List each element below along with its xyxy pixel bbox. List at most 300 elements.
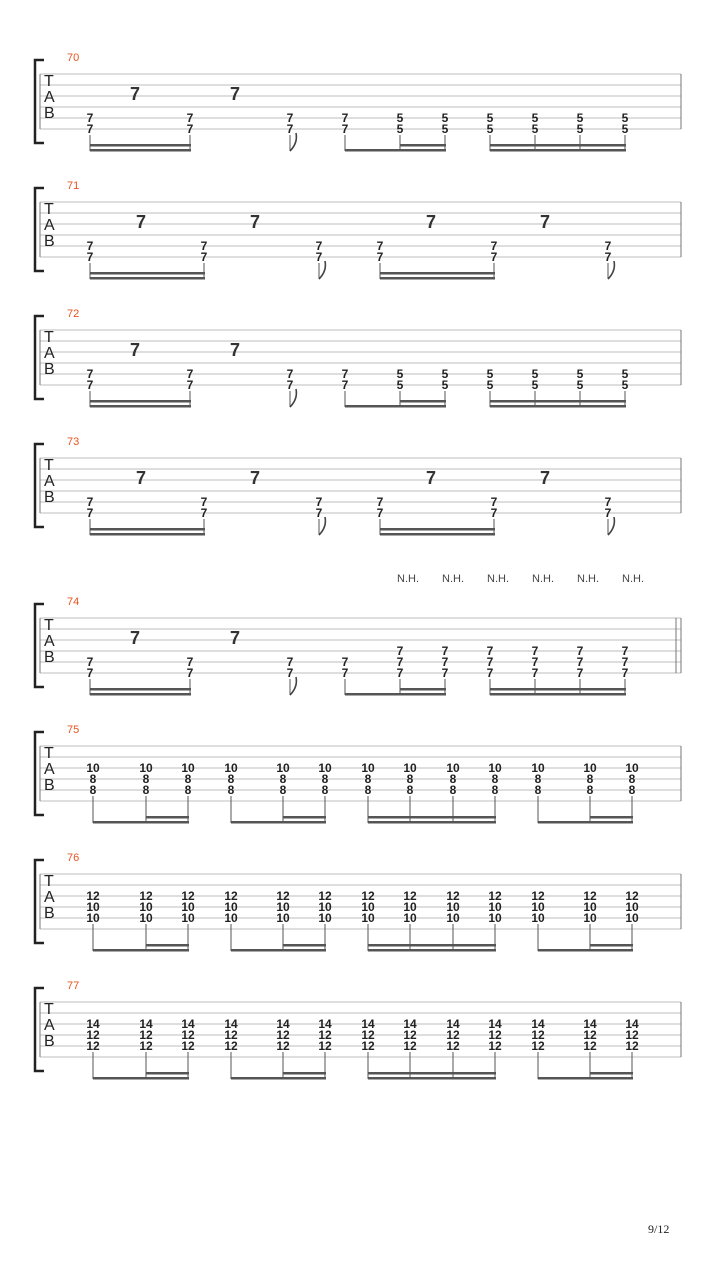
fret-number: 10: [318, 761, 332, 775]
fret-number: 7: [186, 122, 194, 136]
fret-number: 7: [86, 111, 94, 125]
tab-clef-letter: T: [44, 457, 54, 474]
beam: [90, 149, 191, 152]
beam: [146, 949, 189, 952]
fret-number: 10: [583, 911, 597, 925]
measure-number: 73: [67, 436, 80, 448]
measure-number: 74: [67, 596, 80, 608]
fret-number: 8: [89, 772, 97, 786]
tab-clef-letter: T: [44, 1001, 54, 1018]
fret-number: 7: [604, 239, 612, 253]
beam: [380, 528, 495, 531]
beam: [590, 944, 633, 947]
fret-number: 7: [186, 378, 194, 392]
beam: [590, 1077, 633, 1080]
fret-number: 10: [224, 911, 238, 925]
fret-number: 7: [604, 250, 612, 264]
fret-number: 8: [279, 783, 287, 797]
fret-number: 12: [625, 889, 639, 903]
tab-clef-letter: A: [44, 345, 55, 362]
natural-harmonic-label: N.H.: [442, 573, 464, 585]
natural-harmonic-label: N.H.: [622, 573, 644, 585]
fret-number: 7: [286, 122, 294, 136]
fret-number: 7: [200, 495, 208, 509]
tab-clef-letter: A: [44, 89, 55, 106]
eighth-rest: 7: [229, 340, 241, 360]
eighth-rest: 7: [249, 468, 261, 488]
fret-number: 7: [531, 644, 539, 658]
fret-number: 8: [449, 772, 457, 786]
fret-number: 12: [276, 889, 290, 903]
fret-number: 5: [621, 378, 629, 392]
beam: [400, 144, 446, 147]
natural-harmonic-label: N.H.: [487, 573, 509, 585]
fret-number: 5: [531, 378, 539, 392]
fret-number: 8: [534, 783, 542, 797]
fret-number: 10: [224, 761, 238, 775]
eighth-rest: 7: [129, 628, 141, 648]
fret-number: 10: [446, 761, 460, 775]
fret-number: 7: [341, 111, 349, 125]
fret-number: 14: [488, 1017, 502, 1031]
tab-clef-letter: A: [44, 889, 55, 906]
beam: [90, 400, 191, 403]
fret-number: 14: [139, 1017, 153, 1031]
fret-number: 7: [315, 239, 323, 253]
fret-number: 12: [361, 1039, 375, 1053]
fret-number: 7: [86, 367, 94, 381]
fret-number: 14: [531, 1017, 545, 1031]
fret-number: 10: [139, 761, 153, 775]
fret-number: 7: [490, 239, 498, 253]
fret-number: 14: [276, 1017, 290, 1031]
fret-number: 12: [86, 889, 100, 903]
fret-number: 7: [621, 644, 629, 658]
fret-number: 7: [490, 250, 498, 264]
beam: [368, 1072, 496, 1075]
fret-number: 10: [446, 900, 460, 914]
beam: [490, 693, 626, 696]
fret-number: 7: [86, 495, 94, 509]
fret-number: 12: [625, 1039, 639, 1053]
fret-number: 8: [406, 772, 414, 786]
tab-clef-letter: A: [44, 473, 55, 490]
fret-number: 10: [181, 911, 195, 925]
fret-number: 10: [531, 911, 545, 925]
fret-number: 12: [181, 1028, 195, 1042]
beam: [538, 1077, 591, 1080]
fret-number: 10: [224, 900, 238, 914]
fret-number: 7: [376, 506, 384, 520]
fret-number: 7: [315, 495, 323, 509]
fret-number: 5: [396, 378, 404, 392]
fret-number: 12: [531, 889, 545, 903]
fret-number: 10: [318, 900, 332, 914]
fret-number: 5: [486, 111, 494, 125]
fret-number: 5: [576, 122, 584, 136]
beam: [283, 949, 326, 952]
beam: [283, 821, 326, 824]
tab-clef-letter: B: [44, 649, 55, 666]
fret-number: 12: [488, 1039, 502, 1053]
beam: [90, 533, 205, 536]
beam: [231, 1077, 284, 1080]
measure-number: 71: [67, 180, 80, 192]
fret-number: 7: [576, 655, 584, 669]
fret-number: 7: [576, 644, 584, 658]
beam: [368, 1077, 496, 1080]
beam: [93, 821, 147, 824]
fret-number: 7: [315, 506, 323, 520]
fret-number: 5: [621, 122, 629, 136]
fret-number: 12: [318, 1039, 332, 1053]
fret-number: 10: [583, 900, 597, 914]
fret-number: 12: [583, 1028, 597, 1042]
beam: [400, 405, 446, 408]
fret-number: 10: [86, 911, 100, 925]
measure-number: 70: [67, 52, 80, 64]
fret-number: 12: [488, 1028, 502, 1042]
fret-number: 12: [403, 1039, 417, 1053]
fret-number: 10: [446, 911, 460, 925]
fret-number: 5: [441, 367, 449, 381]
fret-number: 14: [224, 1017, 238, 1031]
fret-number: 10: [488, 900, 502, 914]
fret-number: 8: [449, 783, 457, 797]
beam: [231, 821, 284, 824]
fret-number: 12: [139, 1028, 153, 1042]
fret-number: 8: [321, 783, 329, 797]
fret-number: 7: [486, 655, 494, 669]
fret-number: 8: [534, 772, 542, 786]
fret-number: 7: [86, 506, 94, 520]
beam: [345, 693, 401, 696]
eighth-rest: 7: [129, 84, 141, 104]
tab-clef-letter: B: [44, 233, 55, 250]
fret-number: 5: [486, 367, 494, 381]
fret-number: 7: [376, 495, 384, 509]
tab-clef-letter: T: [44, 745, 54, 762]
fret-number: 7: [186, 111, 194, 125]
beam: [90, 144, 191, 147]
beam: [368, 949, 496, 952]
fret-number: 10: [403, 761, 417, 775]
fret-number: 5: [531, 111, 539, 125]
fret-number: 7: [604, 495, 612, 509]
natural-harmonic-label: N.H.: [397, 573, 419, 585]
tab-clef-letter: B: [44, 777, 55, 794]
fret-number: 10: [403, 900, 417, 914]
fret-number: 10: [139, 911, 153, 925]
fret-number: 12: [139, 889, 153, 903]
fret-number: 5: [441, 378, 449, 392]
fret-number: 12: [361, 1028, 375, 1042]
beam: [490, 144, 626, 147]
fret-number: 10: [86, 900, 100, 914]
fret-number: 7: [576, 666, 584, 680]
fret-number: 8: [142, 772, 150, 786]
beam: [93, 1077, 147, 1080]
fret-number: 10: [531, 761, 545, 775]
tab-clef-letter: T: [44, 617, 54, 634]
beam: [345, 149, 401, 152]
fret-number: 5: [486, 378, 494, 392]
fret-number: 7: [286, 111, 294, 125]
fret-number: 7: [396, 666, 404, 680]
fret-number: 10: [181, 761, 195, 775]
fret-number: 7: [376, 250, 384, 264]
beam: [368, 944, 496, 947]
measure-number: 77: [67, 980, 80, 992]
beam: [380, 272, 495, 275]
fret-number: 7: [341, 655, 349, 669]
tab-clef-letter: B: [44, 105, 55, 122]
beam: [400, 149, 446, 152]
fret-number: 5: [576, 111, 584, 125]
fret-number: 10: [625, 900, 639, 914]
fret-number: 12: [446, 1039, 460, 1053]
fret-number: 7: [86, 378, 94, 392]
fret-number: 5: [441, 122, 449, 136]
fret-number: 10: [488, 911, 502, 925]
fret-number: 5: [486, 122, 494, 136]
fret-number: 12: [318, 1028, 332, 1042]
fret-number: 12: [86, 1039, 100, 1053]
fret-number: 7: [486, 666, 494, 680]
eighth-rest: 7: [129, 340, 141, 360]
fret-number: 10: [276, 911, 290, 925]
fret-number: 5: [621, 367, 629, 381]
fret-number: 12: [224, 1039, 238, 1053]
fret-number: 7: [200, 250, 208, 264]
fret-number: 12: [181, 1039, 195, 1053]
fret-number: 7: [490, 506, 498, 520]
fret-number: 7: [200, 239, 208, 253]
fret-number: 10: [583, 761, 597, 775]
fret-number: 8: [628, 772, 636, 786]
fret-number: 12: [139, 1039, 153, 1053]
tab-clef-letter: B: [44, 1033, 55, 1050]
fret-number: 5: [396, 122, 404, 136]
beam: [490, 400, 626, 403]
fret-number: 10: [361, 900, 375, 914]
eighth-rest: 7: [425, 468, 437, 488]
fret-number: 14: [361, 1017, 375, 1031]
fret-number: 7: [531, 655, 539, 669]
fret-number: 14: [86, 1017, 100, 1031]
beam: [146, 816, 189, 819]
measure-number: 76: [67, 852, 80, 864]
fret-number: 7: [604, 506, 612, 520]
fret-number: 10: [181, 900, 195, 914]
fret-number: 8: [184, 772, 192, 786]
fret-number: 12: [446, 1028, 460, 1042]
fret-number: 5: [531, 367, 539, 381]
beam: [368, 816, 496, 819]
fret-number: 10: [361, 761, 375, 775]
fret-number: 12: [403, 1028, 417, 1042]
fret-number: 7: [376, 239, 384, 253]
fret-number: 8: [227, 783, 235, 797]
beam: [146, 821, 189, 824]
beam: [380, 533, 495, 536]
fret-number: 10: [488, 761, 502, 775]
fret-number: 12: [583, 889, 597, 903]
tab-clef-letter: T: [44, 329, 54, 346]
fret-number: 12: [86, 1028, 100, 1042]
fret-number: 7: [86, 655, 94, 669]
fret-number: 8: [89, 783, 97, 797]
beam: [90, 405, 191, 408]
fret-number: 8: [364, 783, 372, 797]
beam: [90, 272, 205, 275]
fret-number: 14: [181, 1017, 195, 1031]
beam: [590, 1072, 633, 1075]
fret-number: 7: [186, 666, 194, 680]
fret-number: 7: [396, 644, 404, 658]
fret-number: 5: [396, 111, 404, 125]
fret-number: 12: [625, 1028, 639, 1042]
fret-number: 10: [139, 900, 153, 914]
fret-number: 5: [621, 111, 629, 125]
beam: [283, 944, 326, 947]
fret-number: 10: [276, 900, 290, 914]
tab-clef-letter: T: [44, 73, 54, 90]
fret-number: 8: [364, 772, 372, 786]
fret-number: 10: [276, 761, 290, 775]
fret-number: 10: [361, 911, 375, 925]
fret-number: 12: [361, 889, 375, 903]
fret-number: 5: [531, 122, 539, 136]
fret-number: 5: [441, 111, 449, 125]
beam: [590, 821, 633, 824]
fret-number: 12: [224, 1028, 238, 1042]
fret-number: 7: [186, 655, 194, 669]
fret-number: 8: [184, 783, 192, 797]
eighth-rest: 7: [539, 212, 551, 232]
fret-number: 7: [86, 122, 94, 136]
beam: [146, 944, 189, 947]
beam: [490, 405, 626, 408]
fret-number: 12: [531, 1039, 545, 1053]
fret-number: 7: [86, 666, 94, 680]
eighth-rest: 7: [135, 468, 147, 488]
fret-number: 7: [286, 378, 294, 392]
tab-clef-letter: B: [44, 361, 55, 378]
eighth-rest: 7: [249, 212, 261, 232]
beam: [345, 405, 401, 408]
beam: [283, 1077, 326, 1080]
fret-number: 12: [446, 889, 460, 903]
fret-number: 7: [286, 367, 294, 381]
fret-number: 7: [341, 122, 349, 136]
fret-number: 5: [576, 378, 584, 392]
fret-number: 7: [486, 644, 494, 658]
fret-number: 7: [441, 655, 449, 669]
beam: [283, 816, 326, 819]
beam: [590, 949, 633, 952]
beam: [90, 277, 205, 280]
fret-number: 8: [586, 772, 594, 786]
fret-number: 7: [341, 666, 349, 680]
natural-harmonic-label: N.H.: [532, 573, 554, 585]
fret-number: 7: [621, 655, 629, 669]
beam: [380, 277, 495, 280]
tab-clef-letter: A: [44, 217, 55, 234]
fret-number: 12: [224, 889, 238, 903]
tab-clef-letter: T: [44, 201, 54, 218]
tab-clef-letter: A: [44, 633, 55, 650]
fret-number: 10: [318, 911, 332, 925]
fret-number: 10: [531, 900, 545, 914]
beam: [400, 400, 446, 403]
beam: [93, 949, 147, 952]
beam: [400, 693, 446, 696]
fret-number: 7: [396, 655, 404, 669]
beam: [283, 1072, 326, 1075]
beam: [400, 688, 446, 691]
fret-number: 7: [490, 495, 498, 509]
eighth-rest: 7: [229, 628, 241, 648]
fret-number: 14: [403, 1017, 417, 1031]
fret-number: 12: [583, 1039, 597, 1053]
fret-number: 10: [86, 761, 100, 775]
fret-number: 14: [318, 1017, 332, 1031]
fret-number: 7: [86, 239, 94, 253]
fret-number: 8: [321, 772, 329, 786]
beam: [538, 949, 591, 952]
fret-number: 7: [621, 666, 629, 680]
beam: [90, 528, 205, 531]
fret-number: 7: [86, 250, 94, 264]
page-number: 9/12: [648, 1222, 670, 1236]
beam: [146, 1072, 189, 1075]
tab-clef-letter: B: [44, 489, 55, 506]
tab-clef-letter: T: [44, 873, 54, 890]
fret-number: 12: [403, 889, 417, 903]
fret-number: 7: [341, 367, 349, 381]
measure-number: 72: [67, 308, 80, 320]
fret-number: 10: [403, 911, 417, 925]
beam: [90, 688, 191, 691]
natural-harmonic-label: N.H.: [577, 573, 599, 585]
fret-number: 7: [200, 506, 208, 520]
fret-number: 10: [625, 761, 639, 775]
eighth-rest: 7: [229, 84, 241, 104]
measure-number: 75: [67, 724, 80, 736]
fret-number: 8: [406, 783, 414, 797]
fret-number: 8: [628, 783, 636, 797]
fret-number: 5: [576, 367, 584, 381]
fret-number: 5: [396, 367, 404, 381]
fret-number: 7: [286, 655, 294, 669]
fret-number: 8: [586, 783, 594, 797]
fret-number: 7: [441, 644, 449, 658]
fret-number: 12: [531, 1028, 545, 1042]
beam: [590, 816, 633, 819]
fret-number: 10: [625, 911, 639, 925]
fret-number: 8: [491, 772, 499, 786]
fret-number: 12: [318, 889, 332, 903]
fret-number: 7: [286, 666, 294, 680]
fret-number: 7: [531, 666, 539, 680]
beam: [368, 821, 496, 824]
fret-number: 7: [341, 378, 349, 392]
fret-number: 12: [276, 1039, 290, 1053]
eighth-rest: 7: [135, 212, 147, 232]
fret-number: 14: [446, 1017, 460, 1031]
fret-number: 8: [279, 772, 287, 786]
